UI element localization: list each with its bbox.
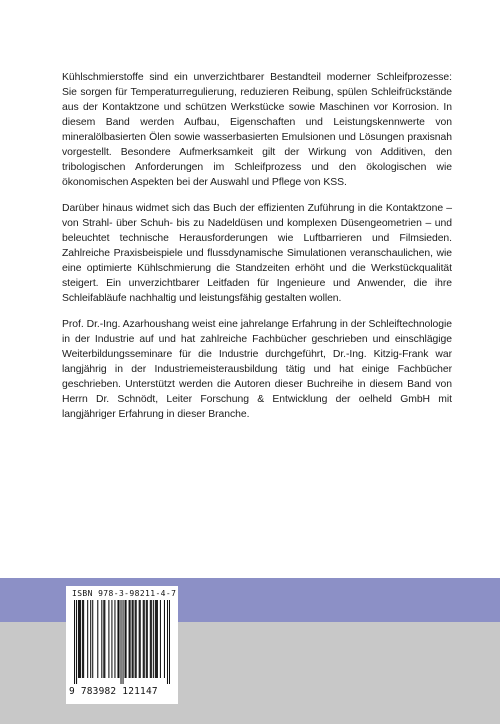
barcode-bar	[108, 600, 109, 678]
barcode-bar	[130, 600, 131, 678]
paragraph-authors: Prof. Dr.-Ing. Azarhoushang weist eine jahrelange Erfahrung in der Schleiftechnologie in der Industrie auf und hat zahlreiche Fachbücher geschrieben und einschlägige Weiterbildungsseminare für die Industrie durchgeführt, Dr.-Ing. Kitzig-Frank war langjährig in der Industriemeisterausbildung tätig und hat einige Fachbücher geschrieben. Unterstützt werden die Autoren dieser Buchreihe in diesem Band von Herrn Dr. Schnödt, Leiter Forschung & Entwicklung der oelheld GmbH mit langjähriger Erfahrung in dieser Branche.	[62, 319, 452, 420]
barcode-bar	[78, 600, 79, 678]
barcode-bar	[150, 600, 151, 678]
barcode-bar	[103, 600, 104, 678]
barcode-box	[66, 586, 178, 704]
ean-digits: 9 783982 121147	[69, 686, 158, 697]
barcode-bar	[140, 600, 141, 678]
barcode-bar	[74, 600, 75, 684]
barcode-bar	[151, 600, 152, 678]
barcode-bar	[90, 600, 91, 678]
barcode-bar	[125, 600, 126, 678]
back-cover-text	[62, 70, 452, 433]
barcode-bar	[136, 600, 137, 678]
barcode-bar	[156, 600, 157, 678]
barcode-bar	[139, 600, 140, 678]
barcode-bar	[97, 600, 98, 678]
paragraph-intro: Kühlschmierstoffe sind ein unverzichtbarer Bestandteil moderner Schleifprozesse: Sie sorgen für Temperaturregulierung, reduzieren Reibung, spülen Schleifrückstände aus der Kontaktzone und schützen Werkstücke sowie Maschinen vor Korrosion. In diesem Band werden Aufbau, Eigenschaften und Leistungskennwerte von mineralölbasierten Ölen sowie wasserbasierten Emulsionen und Lösungen praxisnah vorgestellt. Besondere Aufmerksamkeit gilt der Wirkung von Additiven, den tribologischen Anforderungen im Schleifprozess und den ökologischen wie ökonomischen Aspekten bei der Auswahl und Pflege von KSS.	[62, 72, 452, 188]
barcode-bar	[155, 600, 156, 678]
barcode-bar	[114, 600, 115, 678]
barcode-bar	[101, 600, 102, 678]
paragraph-supply: Darüber hinaus widmet sich das Buch der effizienten Zuführung in die Kontaktzone – von Strahl- über Schuh- bis zu Nadeldüsen und komplexen Düsengeometrien – und beleuchtet technische Herausforderungen wie Luftbarrieren und Filmsieden. Zahlreiche Praxisbeispiele und flussdynamische Simulationen veranschaulichen, wie eine optimierte Kühlschmierung die Standzeiten erhöht und die Werkstückqualität steigert. Ein unverzichtbarer Leitfaden für Ingenieure und Anwender, die ihre Schleifabläufe nachhaltig und leistungsfähig gestalten wollen.	[62, 203, 452, 304]
barcode-bar	[160, 600, 161, 678]
barcode-bar	[126, 600, 127, 678]
barcode-bar	[153, 600, 154, 678]
barcode-bar	[104, 600, 105, 678]
barcode-bar	[143, 600, 144, 678]
barcode-bar	[111, 600, 112, 678]
barcode-bar	[132, 600, 133, 678]
barcode-bar	[79, 600, 80, 678]
barcode-bar	[82, 600, 83, 678]
barcode-bar	[167, 600, 168, 684]
barcode-bar	[135, 600, 136, 678]
barcode-bar	[146, 600, 147, 678]
barcode-bar	[144, 600, 145, 678]
barcode-bar	[123, 600, 124, 684]
barcode-bar	[164, 600, 165, 678]
barcode-bar	[83, 600, 84, 678]
ean-barcode	[74, 600, 170, 684]
barcode-bar	[147, 600, 148, 678]
barcode-bar	[76, 600, 77, 684]
barcode-bar	[133, 600, 134, 678]
barcode-bar	[92, 600, 93, 678]
barcode-bar	[118, 600, 119, 678]
barcode-bar	[169, 600, 170, 684]
barcode-bar	[117, 600, 118, 678]
barcode-bar	[157, 600, 158, 678]
barcode-bar	[120, 600, 121, 684]
isbn-label: ISBN 978-3-98211-4-7	[72, 589, 177, 598]
barcode-bar	[87, 600, 88, 678]
barcode-bar	[80, 600, 81, 678]
barcode-bar	[129, 600, 130, 678]
